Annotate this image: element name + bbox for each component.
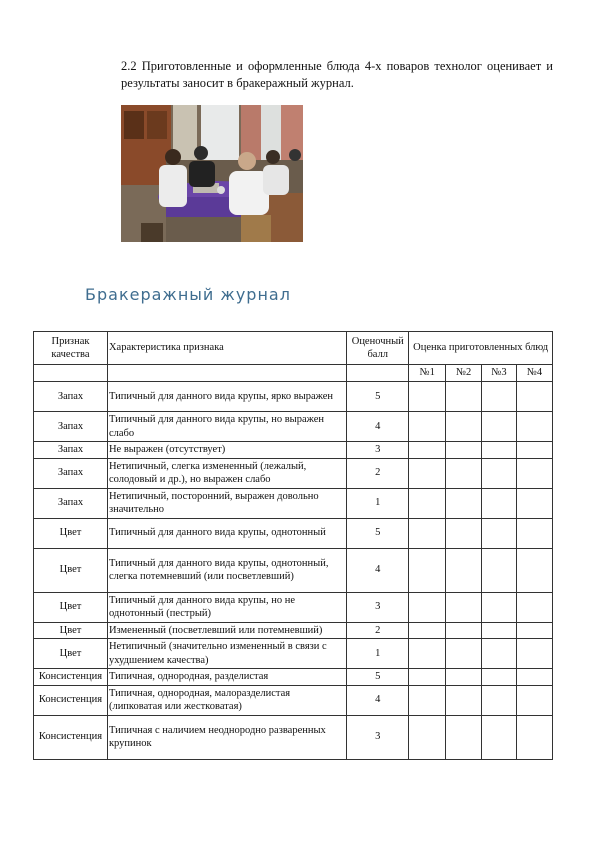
header-row — [34, 332, 553, 365]
row-characteristic: Нетипичный, слегка измененный (лежалый, солодовый и др.), но выражен слабо — [107, 458, 346, 488]
row-dish-1-evaluation — [409, 488, 446, 518]
row-dish-3-evaluation — [482, 412, 517, 442]
intro-paragraph: 2.2 Приготовленные и оформленные блюда 4-х поваров технолог оценивает и результаты заносит в бракеражный журнал. — [121, 59, 553, 90]
table-row — [34, 488, 553, 518]
row-dish-4-evaluation — [517, 442, 553, 459]
row-feature: Консистенция — [34, 669, 108, 686]
row-dish-4-evaluation — [517, 488, 553, 518]
row-characteristic: Нетипичный (значительно измененный в связи с ухудшением качества) — [107, 639, 346, 669]
row-feature: Цвет — [34, 639, 108, 669]
row-feature: Запах — [34, 412, 108, 442]
row-dish-4-evaluation — [517, 458, 553, 488]
row-dish-1-evaluation — [409, 518, 446, 548]
row-feature: Запах — [34, 442, 108, 459]
row-score: 2 — [347, 622, 409, 639]
row-dish-2-evaluation — [446, 382, 482, 412]
dish-number-4: №4 — [517, 365, 553, 382]
row-dish-2-evaluation — [446, 715, 482, 759]
row-dish-4-evaluation — [517, 715, 553, 759]
table-row — [34, 382, 553, 412]
dish-number-row — [34, 365, 553, 382]
row-dish-3-evaluation — [482, 592, 517, 622]
row-dish-3-evaluation — [482, 518, 517, 548]
row-dish-3-evaluation — [482, 488, 517, 518]
row-dish-4-evaluation — [517, 669, 553, 686]
quality-journal-table — [33, 331, 553, 760]
header-characteristic: Характеристика признака — [107, 332, 346, 365]
table-row — [34, 622, 553, 639]
row-dish-1-evaluation — [409, 412, 446, 442]
row-characteristic: Типичный для данного вида крупы, но выражен слабо — [107, 412, 346, 442]
row-dish-2-evaluation — [446, 518, 482, 548]
row-score: 3 — [347, 442, 409, 459]
row-score: 5 — [347, 669, 409, 686]
row-characteristic: Типичный для данного вида крупы, однотонный, слегка потемневший (или посветлевший) — [107, 548, 346, 592]
row-dish-3-evaluation — [482, 715, 517, 759]
row-dish-1-evaluation — [409, 685, 446, 715]
row-dish-4-evaluation — [517, 518, 553, 548]
row-dish-1-evaluation — [409, 382, 446, 412]
row-dish-4-evaluation — [517, 382, 553, 412]
row-score: 3 — [347, 715, 409, 759]
row-dish-4-evaluation — [517, 592, 553, 622]
row-characteristic: Типичный для данного вида крупы, ярко выражен — [107, 382, 346, 412]
row-score: 4 — [347, 685, 409, 715]
row-score: 1 — [347, 639, 409, 669]
table-row — [34, 412, 553, 442]
table-row — [34, 592, 553, 622]
row-characteristic: Типичный для данного вида крупы, но не однотонный (пестрый) — [107, 592, 346, 622]
table-row — [34, 685, 553, 715]
row-dish-4-evaluation — [517, 685, 553, 715]
journal-rows — [34, 382, 553, 760]
row-feature: Консистенция — [34, 715, 108, 759]
row-dish-3-evaluation — [482, 382, 517, 412]
row-dish-3-evaluation — [482, 458, 517, 488]
row-dish-1-evaluation — [409, 622, 446, 639]
row-characteristic: Типичная, однородная, разделистая — [107, 669, 346, 686]
row-dish-3-evaluation — [482, 669, 517, 686]
dish-number-2: №2 — [446, 365, 482, 382]
journal-heading: Бракеражный журнал — [85, 285, 291, 304]
row-feature: Цвет — [34, 548, 108, 592]
header-feature: Признак качества — [34, 332, 108, 365]
header-score: Оценочный балл — [347, 332, 409, 365]
row-feature: Запах — [34, 458, 108, 488]
row-dish-3-evaluation — [482, 548, 517, 592]
row-characteristic: Нетипичный, посторонний, выражен довольно значительно — [107, 488, 346, 518]
row-feature: Консистенция — [34, 685, 108, 715]
row-dish-3-evaluation — [482, 442, 517, 459]
row-dish-4-evaluation — [517, 622, 553, 639]
table-row — [34, 442, 553, 459]
row-score: 4 — [347, 548, 409, 592]
row-score: 2 — [347, 458, 409, 488]
row-dish-2-evaluation — [446, 592, 482, 622]
row-score: 4 — [347, 412, 409, 442]
row-feature: Запах — [34, 488, 108, 518]
row-feature: Цвет — [34, 622, 108, 639]
table-row — [34, 639, 553, 669]
table-row — [34, 548, 553, 592]
row-dish-1-evaluation — [409, 458, 446, 488]
dish-number-3: №3 — [482, 365, 517, 382]
row-characteristic: Не выражен (отсутствует) — [107, 442, 346, 459]
table-row — [34, 518, 553, 548]
row-characteristic: Типичная с наличием неоднородно разваренных крупинок — [107, 715, 346, 759]
row-dish-2-evaluation — [446, 488, 482, 518]
row-dish-1-evaluation — [409, 548, 446, 592]
row-feature: Цвет — [34, 518, 108, 548]
empty-cell — [347, 365, 409, 382]
row-dish-3-evaluation — [482, 685, 517, 715]
table-row — [34, 669, 553, 686]
row-dish-1-evaluation — [409, 715, 446, 759]
table-row — [34, 715, 553, 759]
row-characteristic: Типичный для данного вида крупы, однотонный — [107, 518, 346, 548]
kitchen-tasting-photo — [121, 105, 303, 242]
row-dish-2-evaluation — [446, 412, 482, 442]
row-dish-2-evaluation — [446, 458, 482, 488]
row-characteristic: Типичная, однородная, малоразделистая (липковатая или жестковатая) — [107, 685, 346, 715]
row-score: 5 — [347, 518, 409, 548]
empty-cell — [107, 365, 346, 382]
row-dish-1-evaluation — [409, 639, 446, 669]
row-dish-3-evaluation — [482, 639, 517, 669]
row-score: 1 — [347, 488, 409, 518]
row-dish-2-evaluation — [446, 442, 482, 459]
row-dish-3-evaluation — [482, 622, 517, 639]
dish-number-1: №1 — [409, 365, 446, 382]
row-feature: Запах — [34, 382, 108, 412]
row-score: 3 — [347, 592, 409, 622]
row-dish-2-evaluation — [446, 685, 482, 715]
row-dish-1-evaluation — [409, 442, 446, 459]
empty-cell — [34, 365, 108, 382]
row-feature: Цвет — [34, 592, 108, 622]
row-dish-2-evaluation — [446, 639, 482, 669]
row-characteristic: Измененный (посветлевший или потемневший) — [107, 622, 346, 639]
row-dish-2-evaluation — [446, 669, 482, 686]
photo-illustration — [121, 105, 303, 242]
row-score: 5 — [347, 382, 409, 412]
row-dish-2-evaluation — [446, 548, 482, 592]
row-dish-1-evaluation — [409, 669, 446, 686]
row-dish-4-evaluation — [517, 412, 553, 442]
row-dish-2-evaluation — [446, 622, 482, 639]
row-dish-4-evaluation — [517, 548, 553, 592]
header-evaluation: Оценка приготовленных блюд — [409, 332, 553, 365]
row-dish-1-evaluation — [409, 592, 446, 622]
table-row — [34, 458, 553, 488]
row-dish-4-evaluation — [517, 639, 553, 669]
